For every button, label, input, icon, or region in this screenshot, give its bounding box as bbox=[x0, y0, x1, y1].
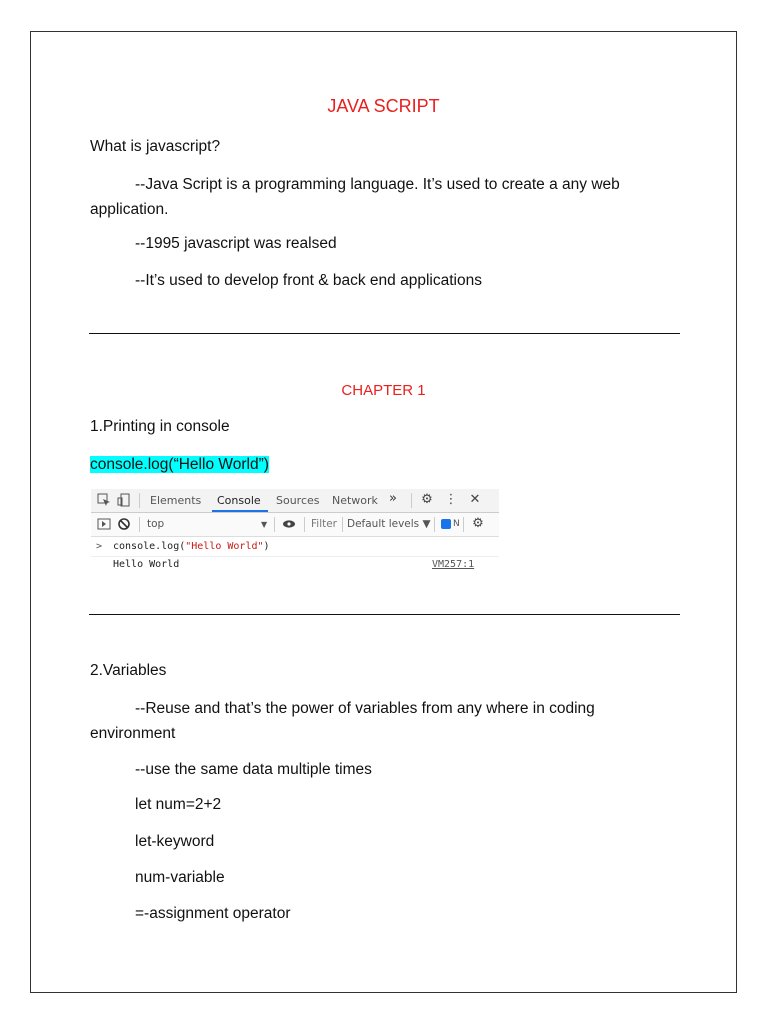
toolbar-separator bbox=[304, 517, 305, 532]
intro-line-1-cont: application. bbox=[90, 201, 169, 218]
devtools-console-toolbar bbox=[91, 513, 499, 537]
variables-line-1: --Reuse and that’s the power of variables from any where in coding bbox=[135, 700, 595, 717]
devtools-tabbar bbox=[91, 489, 499, 513]
section-1-title: 1.Printing in console bbox=[90, 418, 230, 435]
more-tabs-icon: » bbox=[389, 491, 397, 506]
divider bbox=[89, 614, 680, 615]
code-snippet bbox=[90, 456, 269, 474]
console-divider bbox=[91, 556, 499, 557]
device-icon bbox=[117, 493, 131, 507]
source-link: VM257:1 bbox=[432, 559, 475, 570]
console-prompt: > bbox=[96, 541, 103, 552]
intro-line-2: --1995 javascript was realsed bbox=[135, 235, 337, 252]
sidebar-icon bbox=[97, 517, 111, 531]
devtools-screenshot bbox=[91, 489, 499, 577]
console-input bbox=[113, 541, 270, 552]
inspect-icon bbox=[97, 493, 111, 507]
document-page bbox=[30, 31, 737, 993]
active-tab-indicator bbox=[212, 510, 268, 512]
eye-icon bbox=[282, 517, 296, 531]
document-title: JAVA SCRIPT bbox=[327, 96, 440, 116]
toolbar-separator bbox=[274, 517, 275, 532]
console-output: Hello World bbox=[113, 559, 180, 570]
toolbar-separator bbox=[139, 517, 140, 532]
toolbar-separator bbox=[411, 493, 412, 508]
issues-badge-label: N bbox=[453, 519, 460, 529]
tab-console: Console bbox=[217, 494, 261, 507]
toolbar-separator bbox=[434, 517, 435, 532]
toolbar-separator bbox=[139, 493, 140, 508]
console-input-prefix: console.log( bbox=[113, 541, 186, 552]
console-source-link bbox=[432, 559, 474, 570]
close-icon: ✕ bbox=[469, 492, 481, 507]
toolbar-separator bbox=[342, 517, 343, 532]
section-2-title: 2.Variables bbox=[90, 662, 167, 679]
gear-icon: ⚙ bbox=[472, 516, 484, 531]
context-select: top bbox=[147, 518, 165, 530]
intro-question: What is javascript? bbox=[90, 138, 221, 155]
clear-icon bbox=[117, 517, 131, 531]
highlighted-code: console.log(“Hello World”) bbox=[90, 456, 269, 473]
console-input-string: "Hello World" bbox=[185, 541, 264, 552]
tab-elements: Elements bbox=[150, 494, 202, 507]
tab-network: Network bbox=[332, 494, 378, 507]
tab-sources: Sources bbox=[276, 494, 320, 507]
divider bbox=[89, 333, 680, 334]
variables-line-1-cont: environment bbox=[90, 725, 176, 742]
gear-icon: ⚙ bbox=[421, 492, 433, 507]
intro-line-1: --Java Script is a programming language. It’s used to create a any web bbox=[135, 176, 620, 193]
variables-line-4: let-keyword bbox=[135, 833, 215, 850]
variables-line-6: =-assignment operator bbox=[135, 905, 291, 922]
chapter-title: CHAPTER 1 bbox=[341, 382, 426, 399]
issues-badge-icon bbox=[441, 519, 451, 529]
variables-line-5: num-variable bbox=[135, 869, 225, 886]
kebab-icon: ⋮ bbox=[444, 492, 458, 507]
chevron-down-icon: ▼ bbox=[261, 520, 268, 529]
console-input-suffix: ) bbox=[263, 541, 270, 552]
filter-input: Filter bbox=[311, 518, 338, 530]
toolbar-separator bbox=[463, 517, 464, 532]
variables-line-3: let num=2+2 bbox=[135, 796, 222, 813]
levels-select: Default levels ▼ bbox=[347, 518, 431, 530]
variables-line-2: --use the same data multiple times bbox=[135, 761, 372, 778]
intro-line-3: --It’s used to develop front & back end applications bbox=[135, 272, 482, 289]
